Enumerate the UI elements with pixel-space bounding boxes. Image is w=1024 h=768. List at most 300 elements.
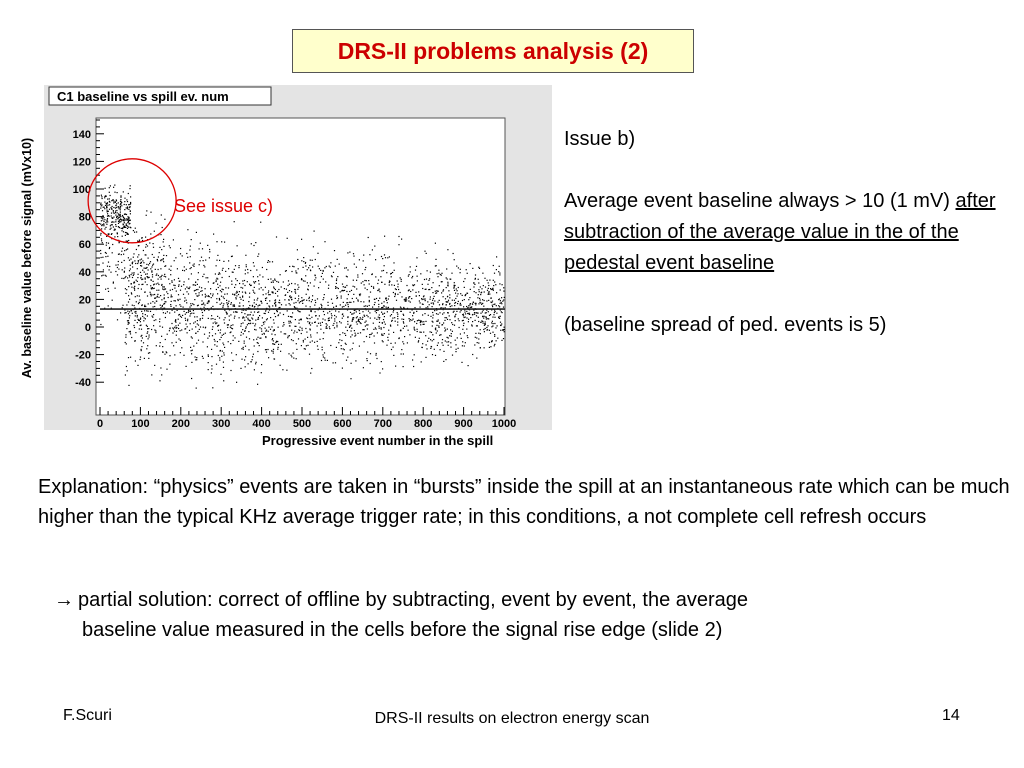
scatter-point bbox=[138, 254, 139, 255]
scatter-point bbox=[478, 321, 479, 322]
scatter-point bbox=[440, 349, 441, 350]
scatter-point bbox=[472, 314, 473, 315]
scatter-point bbox=[113, 199, 114, 200]
scatter-point bbox=[301, 300, 302, 301]
scatter-point bbox=[459, 320, 460, 321]
scatter-point bbox=[307, 289, 308, 290]
scatter-point bbox=[106, 210, 107, 211]
scatter-point bbox=[209, 335, 210, 336]
scatter-point bbox=[122, 236, 123, 237]
scatter-point bbox=[327, 360, 328, 361]
scatter-point bbox=[312, 260, 313, 261]
scatter-point bbox=[333, 323, 334, 324]
scatter-point bbox=[372, 249, 373, 250]
scatter-point bbox=[246, 316, 247, 317]
scatter-point bbox=[152, 274, 153, 275]
scatter-point bbox=[141, 262, 142, 263]
scatter-point bbox=[410, 319, 411, 320]
scatter-point bbox=[135, 228, 136, 229]
scatter-point bbox=[454, 303, 455, 304]
scatter-point bbox=[305, 349, 306, 350]
scatter-point bbox=[127, 320, 128, 321]
scatter-point bbox=[397, 324, 398, 325]
scatter-point bbox=[241, 287, 242, 288]
scatter-point bbox=[425, 357, 426, 358]
scatter-point bbox=[209, 249, 210, 250]
scatter-point bbox=[268, 290, 269, 291]
scatter-point bbox=[127, 370, 128, 371]
scatter-point bbox=[293, 332, 294, 333]
scatter-point bbox=[138, 284, 139, 285]
scatter-point bbox=[289, 335, 290, 336]
scatter-point bbox=[165, 317, 166, 318]
scatter-point bbox=[254, 345, 255, 346]
scatter-point bbox=[458, 318, 459, 319]
scatter-point bbox=[161, 336, 162, 337]
scatter-point bbox=[374, 304, 375, 305]
scatter-point bbox=[176, 327, 177, 328]
scatter-point bbox=[173, 239, 174, 240]
scatter-point bbox=[477, 325, 478, 326]
scatter-point bbox=[190, 256, 191, 257]
scatter-point bbox=[134, 232, 135, 233]
scatter-point bbox=[503, 291, 504, 292]
y-tick-label: -40 bbox=[75, 377, 91, 390]
scatter-point bbox=[114, 185, 115, 186]
scatter-point bbox=[101, 220, 102, 221]
scatter-point bbox=[245, 273, 246, 274]
scatter-point bbox=[222, 343, 223, 344]
scatter-point bbox=[116, 217, 117, 218]
scatter-point bbox=[102, 257, 103, 258]
scatter-point bbox=[216, 289, 217, 290]
scatter-point bbox=[203, 265, 204, 266]
scatter-point bbox=[234, 304, 235, 305]
scatter-point bbox=[121, 262, 122, 263]
scatter-point bbox=[383, 341, 384, 342]
scatter-point bbox=[134, 320, 135, 321]
scatter-point bbox=[291, 330, 292, 331]
scatter-point bbox=[395, 293, 396, 294]
scatter-point bbox=[494, 312, 495, 313]
scatter-point bbox=[104, 219, 105, 220]
scatter-point bbox=[223, 296, 224, 297]
scatter-point bbox=[243, 349, 244, 350]
scatter-point bbox=[499, 274, 500, 275]
scatter-point bbox=[451, 333, 452, 334]
scatter-point bbox=[414, 321, 415, 322]
scatter-point bbox=[414, 284, 415, 285]
scatter-point bbox=[418, 291, 419, 292]
scatter-point bbox=[192, 329, 193, 330]
scatter-point bbox=[184, 266, 185, 267]
scatter-point bbox=[474, 284, 475, 285]
scatter-point bbox=[238, 306, 239, 307]
scatter-point bbox=[483, 318, 484, 319]
scatter-point bbox=[105, 188, 106, 189]
scatter-point bbox=[365, 288, 366, 289]
scatter-point bbox=[190, 347, 191, 348]
scatter-point bbox=[374, 302, 375, 303]
scatter-point bbox=[499, 283, 500, 284]
scatter-point bbox=[166, 369, 167, 370]
scatter-point bbox=[432, 300, 433, 301]
scatter-point bbox=[223, 334, 224, 335]
scatter-point bbox=[179, 299, 180, 300]
scatter-point bbox=[461, 338, 462, 339]
scatter-point bbox=[234, 294, 235, 295]
scatter-point bbox=[245, 293, 246, 294]
scatter-point bbox=[356, 280, 357, 281]
scatter-point bbox=[134, 305, 135, 306]
scatter-point bbox=[422, 343, 423, 344]
scatter-point bbox=[140, 325, 141, 326]
scatter-point bbox=[442, 304, 443, 305]
scatter-point bbox=[171, 296, 172, 297]
scatter-point bbox=[102, 263, 103, 264]
scatter-point bbox=[491, 341, 492, 342]
scatter-point bbox=[436, 290, 437, 291]
scatter-point bbox=[127, 311, 128, 312]
scatter-point bbox=[475, 278, 476, 279]
scatter-point bbox=[189, 287, 190, 288]
scatter-point bbox=[352, 313, 353, 314]
scatter-point bbox=[172, 289, 173, 290]
scatter-point bbox=[140, 357, 141, 358]
scatter-point bbox=[191, 267, 192, 268]
scatter-point bbox=[292, 312, 293, 313]
scatter-point bbox=[134, 287, 135, 288]
scatter-point bbox=[280, 331, 281, 332]
scatter-point bbox=[128, 323, 129, 324]
scatter-point bbox=[474, 312, 475, 313]
scatter-point bbox=[152, 265, 153, 266]
scatter-point bbox=[458, 348, 459, 349]
scatter-point bbox=[467, 313, 468, 314]
scatter-point bbox=[482, 299, 483, 300]
scatter-point bbox=[133, 253, 134, 254]
scatter-point bbox=[391, 284, 392, 285]
scatter-point bbox=[275, 280, 276, 281]
scatter-point bbox=[422, 314, 423, 315]
scatter-point bbox=[388, 296, 389, 297]
scatter-point bbox=[137, 256, 138, 257]
scatter-point bbox=[406, 325, 407, 326]
scatter-point bbox=[150, 303, 151, 304]
scatter-point bbox=[400, 330, 401, 331]
scatter-point bbox=[407, 342, 408, 343]
scatter-point bbox=[219, 360, 220, 361]
scatter-point bbox=[132, 305, 133, 306]
scatter-point bbox=[460, 305, 461, 306]
scatter-point bbox=[486, 312, 487, 313]
scatter-point bbox=[455, 315, 456, 316]
scatter-point bbox=[382, 335, 383, 336]
scatter-point bbox=[379, 322, 380, 323]
scatter-point bbox=[408, 276, 409, 277]
scatter-point bbox=[295, 319, 296, 320]
scatter-point bbox=[138, 245, 139, 246]
scatter-point bbox=[447, 296, 448, 297]
scatter-point bbox=[318, 266, 319, 267]
scatter-point bbox=[428, 338, 429, 339]
scatter-point bbox=[254, 299, 255, 300]
scatter-point bbox=[247, 318, 248, 319]
scatter-point bbox=[219, 298, 220, 299]
scatter-point bbox=[443, 322, 444, 323]
scatter-point bbox=[425, 289, 426, 290]
scatter-point bbox=[172, 282, 173, 283]
scatter-point bbox=[444, 320, 445, 321]
scatter-point bbox=[430, 299, 431, 300]
scatter-point bbox=[306, 345, 307, 346]
scatter-point bbox=[343, 306, 344, 307]
scatter-point bbox=[229, 316, 230, 317]
scatter-point bbox=[132, 266, 133, 267]
scatter-point bbox=[380, 276, 381, 277]
scatter-point bbox=[287, 310, 288, 311]
scatter-point bbox=[308, 285, 309, 286]
scatter-point bbox=[403, 328, 404, 329]
scatter-point bbox=[165, 265, 166, 266]
scatter-point bbox=[105, 289, 106, 290]
scatter-point bbox=[272, 261, 273, 262]
scatter-point bbox=[438, 325, 439, 326]
footer-title: DRS-II results on electron energy scan bbox=[374, 710, 650, 727]
scatter-point bbox=[101, 238, 102, 239]
scatter-point bbox=[484, 331, 485, 332]
scatter-point bbox=[223, 367, 224, 368]
scatter-point bbox=[291, 283, 292, 284]
scatter-point bbox=[147, 276, 148, 277]
scatter-point bbox=[128, 313, 129, 314]
scatter-point bbox=[276, 236, 277, 237]
scatter-point bbox=[484, 291, 485, 292]
scatter-point bbox=[322, 273, 323, 274]
scatter-point bbox=[129, 315, 130, 316]
scatter-point bbox=[246, 266, 247, 267]
scatter-point bbox=[497, 325, 498, 326]
scatter-point bbox=[268, 279, 269, 280]
scatter-point bbox=[347, 330, 348, 331]
scatter-point bbox=[160, 342, 161, 343]
scatter-point bbox=[135, 313, 136, 314]
scatter-point bbox=[104, 228, 105, 229]
scatter-point bbox=[329, 328, 330, 329]
scatter-point bbox=[205, 296, 206, 297]
scatter-point bbox=[444, 327, 445, 328]
scatter-point bbox=[162, 227, 163, 228]
scatter-point bbox=[222, 277, 223, 278]
scatter-point bbox=[120, 199, 121, 200]
scatter-point bbox=[374, 342, 375, 343]
scatter-point bbox=[468, 365, 469, 366]
scatter-point bbox=[473, 283, 474, 284]
scatter-point bbox=[231, 281, 232, 282]
scatter-point bbox=[241, 348, 242, 349]
scatter-point bbox=[100, 204, 101, 205]
scatter-point bbox=[447, 249, 448, 250]
scatter-point bbox=[147, 315, 148, 316]
scatter-point bbox=[503, 299, 504, 300]
scatter-point bbox=[343, 302, 344, 303]
scatter-point bbox=[500, 325, 501, 326]
scatter-point bbox=[316, 315, 317, 316]
scatter-point bbox=[356, 267, 357, 268]
scatter-point bbox=[146, 215, 147, 216]
scatter-point bbox=[296, 349, 297, 350]
scatter-point bbox=[204, 307, 205, 308]
scatter-point bbox=[496, 340, 497, 341]
scatter-point bbox=[178, 319, 179, 320]
scatter-point bbox=[192, 338, 193, 339]
scatter-point bbox=[154, 306, 155, 307]
scatter-point bbox=[176, 335, 177, 336]
scatter-point bbox=[449, 315, 450, 316]
scatter-point bbox=[329, 317, 330, 318]
scatter-point bbox=[186, 287, 187, 288]
scatter-point bbox=[448, 312, 449, 313]
scatter-point bbox=[319, 339, 320, 340]
scatter-point bbox=[130, 265, 131, 266]
scatter-point bbox=[305, 339, 306, 340]
scatter-point bbox=[314, 305, 315, 306]
scatter-point bbox=[100, 203, 101, 204]
scatter-point bbox=[381, 361, 382, 362]
scatter-point bbox=[290, 321, 291, 322]
scatter-point bbox=[197, 323, 198, 324]
scatter-point bbox=[223, 344, 224, 345]
scatter-point bbox=[142, 270, 143, 271]
scatter-point bbox=[325, 360, 326, 361]
scatter-point bbox=[125, 334, 126, 335]
scatter-point bbox=[397, 280, 398, 281]
scatter-point bbox=[132, 262, 133, 263]
scatter-point bbox=[333, 272, 334, 273]
scatter-point bbox=[487, 290, 488, 291]
scatter-point bbox=[338, 311, 339, 312]
scatter-point bbox=[259, 345, 260, 346]
scatter-point bbox=[290, 316, 291, 317]
scatter-point bbox=[439, 285, 440, 286]
scatter-point bbox=[275, 342, 276, 343]
scatter-point bbox=[164, 297, 165, 298]
scatter-point bbox=[248, 323, 249, 324]
scatter-point bbox=[397, 286, 398, 287]
scatter-point bbox=[246, 337, 247, 338]
scatter-point bbox=[364, 341, 365, 342]
scatter-point bbox=[401, 311, 402, 312]
scatter-point bbox=[189, 307, 190, 308]
scatter-point bbox=[416, 266, 417, 267]
scatter-point bbox=[311, 317, 312, 318]
scatter-point bbox=[159, 346, 160, 347]
scatter-point bbox=[401, 353, 402, 354]
scatter-point bbox=[337, 259, 338, 260]
scatter-point bbox=[421, 332, 422, 333]
scatter-point bbox=[171, 301, 172, 302]
scatter-point bbox=[297, 310, 298, 311]
scatter-point bbox=[392, 318, 393, 319]
scatter-point bbox=[438, 291, 439, 292]
scatter-point bbox=[222, 351, 223, 352]
scatter-point bbox=[295, 291, 296, 292]
scatter-point bbox=[346, 285, 347, 286]
solution-bullet bbox=[54, 585, 954, 645]
scatter-point bbox=[293, 266, 294, 267]
scatter-point bbox=[447, 279, 448, 280]
scatter-point bbox=[442, 281, 443, 282]
scatter-point bbox=[193, 284, 194, 285]
scatter-point bbox=[431, 332, 432, 333]
scatter-point bbox=[129, 331, 130, 332]
scatter-point bbox=[366, 324, 367, 325]
scatter-point bbox=[321, 360, 322, 361]
scatter-point bbox=[480, 333, 481, 334]
scatter-point bbox=[174, 300, 175, 301]
scatter-point bbox=[106, 203, 107, 204]
scatter-point bbox=[484, 323, 485, 324]
scatter-point bbox=[240, 335, 241, 336]
scatter-point bbox=[350, 349, 351, 350]
scatter-point bbox=[446, 304, 447, 305]
scatter-point bbox=[103, 223, 104, 224]
scatter-point bbox=[236, 382, 237, 383]
scatter-point bbox=[319, 315, 320, 316]
scatter-point bbox=[149, 352, 150, 353]
scatter-point bbox=[367, 328, 368, 329]
scatter-point bbox=[278, 315, 279, 316]
scatter-point bbox=[458, 301, 459, 302]
scatter-point bbox=[102, 210, 103, 211]
scatter-point bbox=[207, 346, 208, 347]
scatter-point bbox=[148, 328, 149, 329]
scatter-point bbox=[155, 297, 156, 298]
scatter-point bbox=[109, 198, 110, 199]
scatter-point bbox=[320, 329, 321, 330]
scatter-point bbox=[395, 321, 396, 322]
scatter-point bbox=[376, 312, 377, 313]
scatter-point bbox=[360, 294, 361, 295]
scatter-point bbox=[180, 306, 181, 307]
scatter-point bbox=[220, 374, 221, 375]
scatter-point bbox=[242, 317, 243, 318]
scatter-point bbox=[253, 245, 254, 246]
scatter-point bbox=[233, 340, 234, 341]
scatter-point bbox=[128, 240, 129, 241]
scatter-point bbox=[301, 328, 302, 329]
scatter-point bbox=[248, 349, 249, 350]
scatter-point bbox=[476, 358, 477, 359]
scatter-point bbox=[456, 311, 457, 312]
scatter-point bbox=[144, 272, 145, 273]
scatter-point bbox=[393, 310, 394, 311]
scatter-point bbox=[445, 340, 446, 341]
scatter-point bbox=[102, 218, 103, 219]
scatter-point bbox=[387, 302, 388, 303]
scatter-point bbox=[186, 291, 187, 292]
scatter-point bbox=[119, 253, 120, 254]
scatter-point bbox=[239, 317, 240, 318]
scatter-point bbox=[258, 319, 259, 320]
scatter-point bbox=[190, 313, 191, 314]
scatter-point bbox=[330, 267, 331, 268]
scatter-point bbox=[432, 334, 433, 335]
scatter-point bbox=[312, 295, 313, 296]
scatter-point bbox=[473, 302, 474, 303]
scatter-point bbox=[295, 283, 296, 284]
scatter-point bbox=[360, 332, 361, 333]
